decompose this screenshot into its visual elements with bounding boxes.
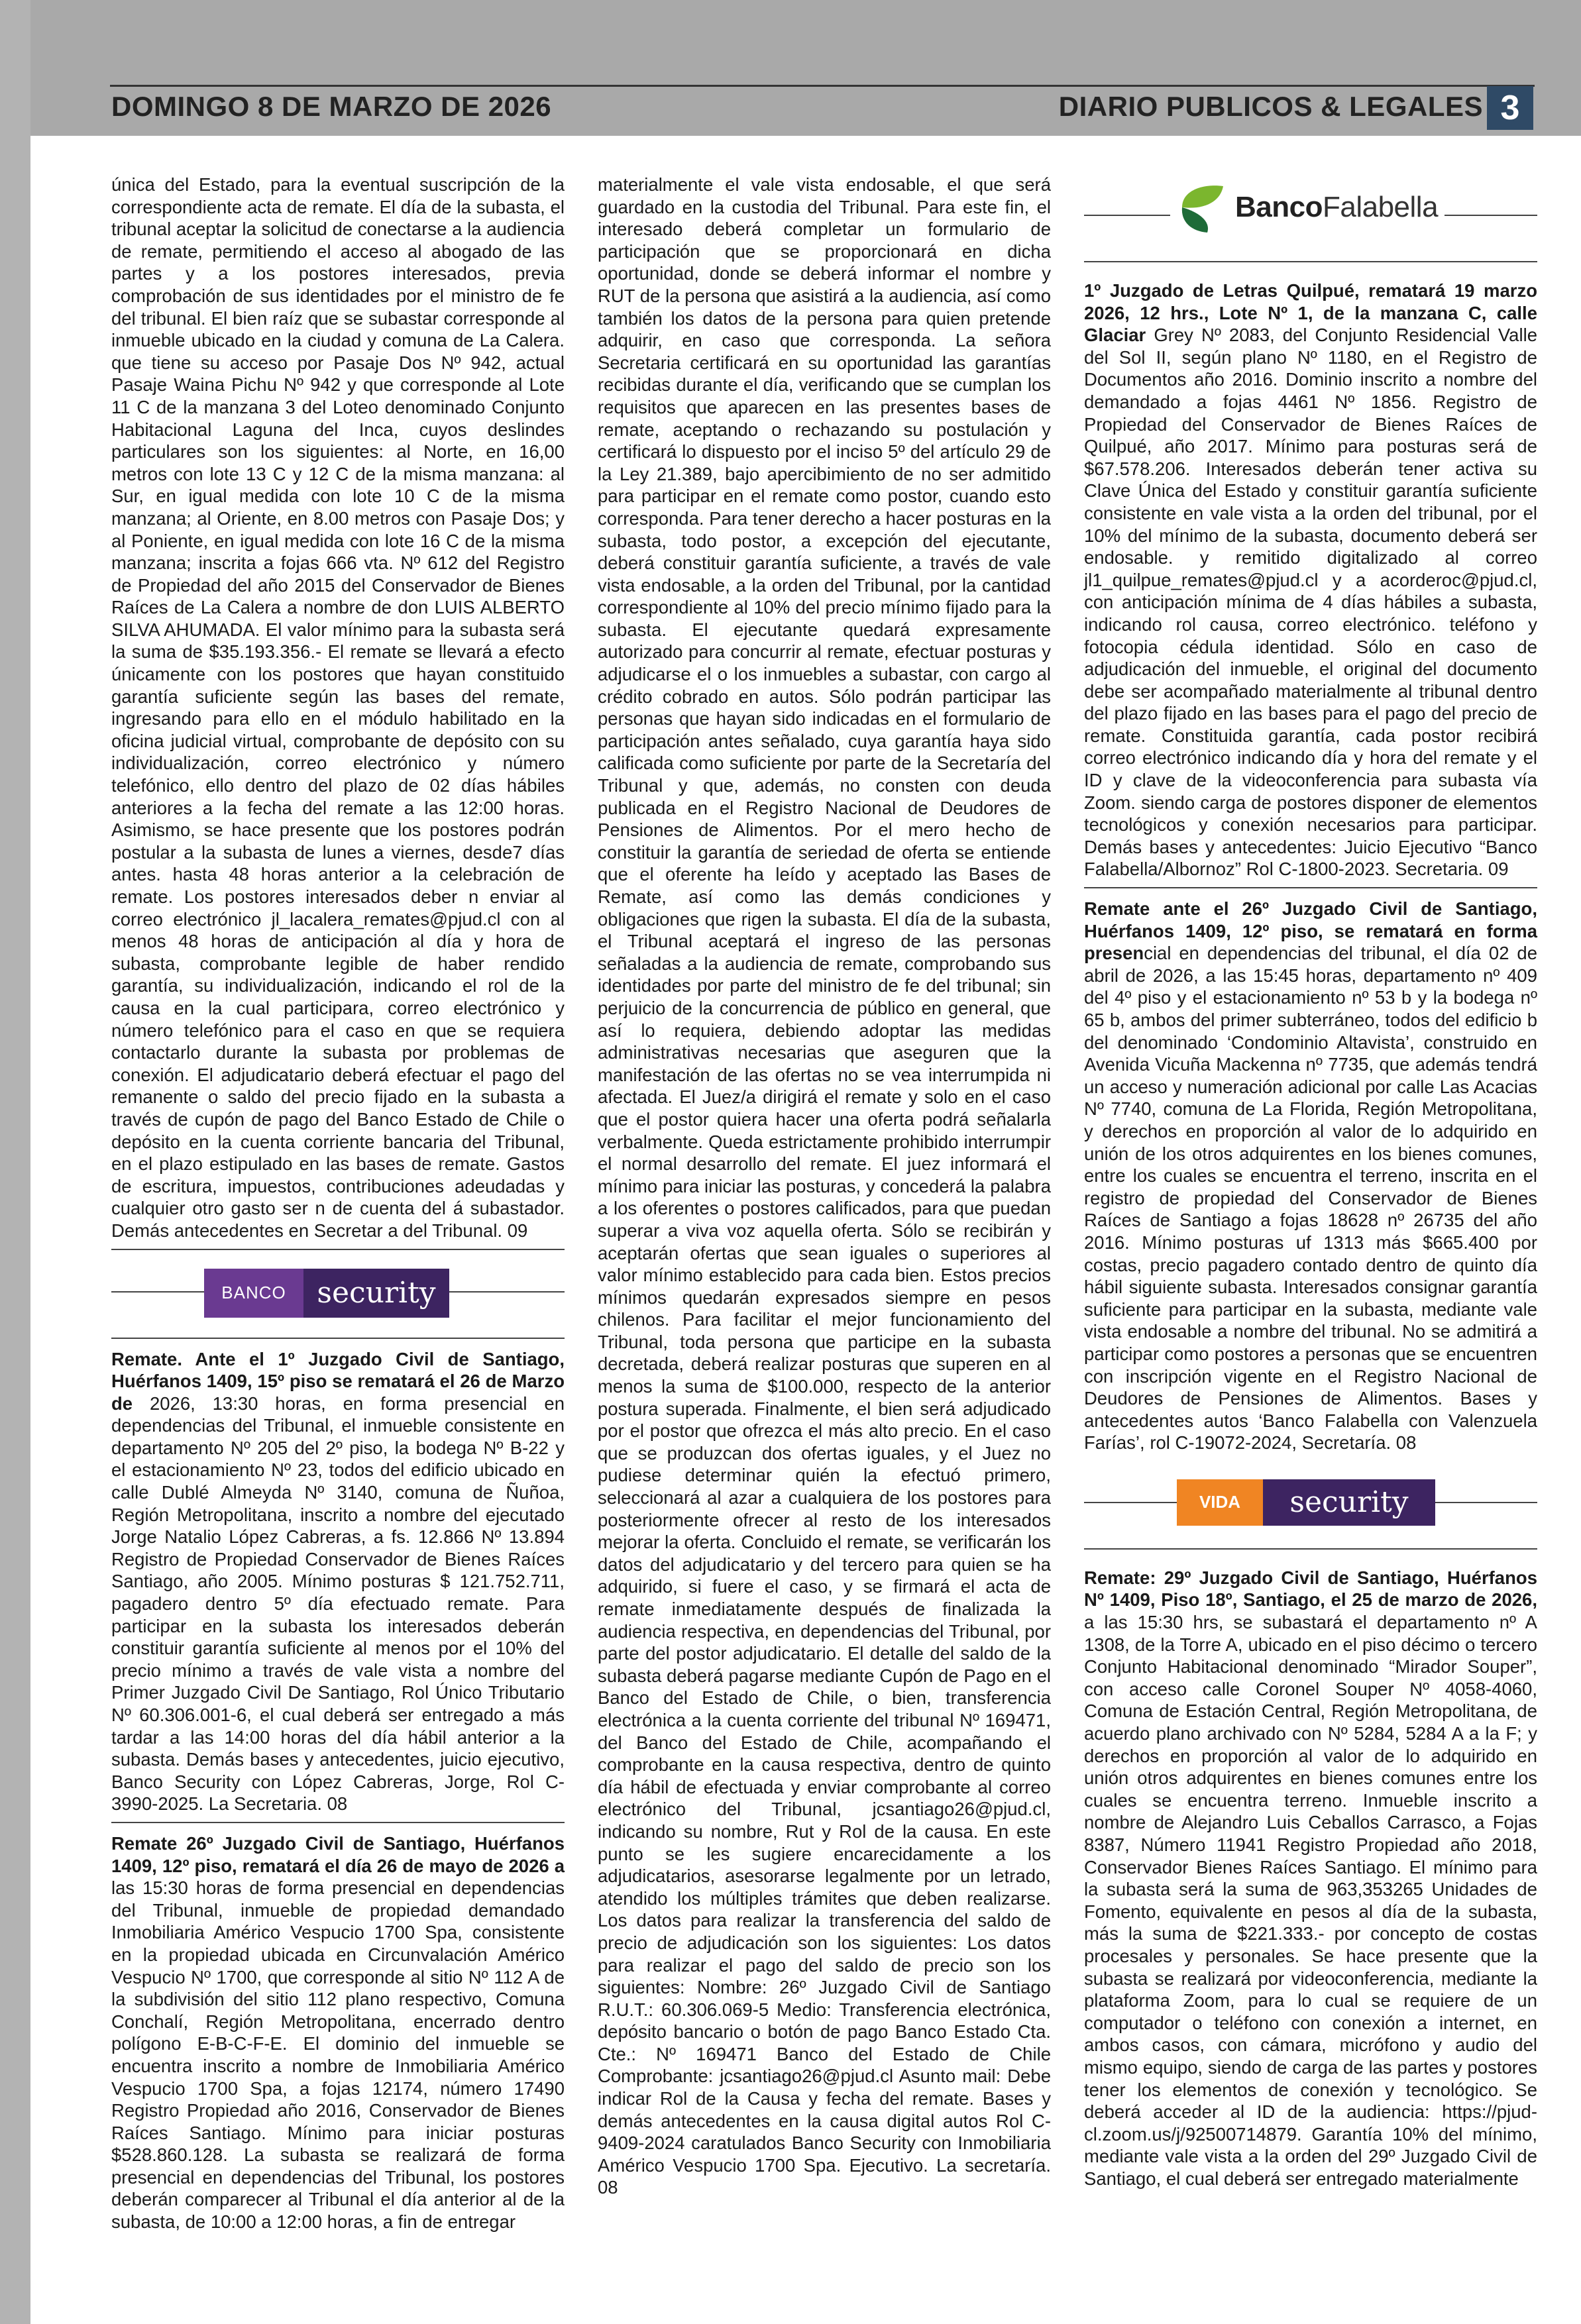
banco-falabella-banner bbox=[1084, 174, 1537, 248]
notice-4-heading: 1º Juzgado de Letras Quilpué, rematará 19 marzo 2026, 12 hrs., Lote Nº 1, de la manzana C, calle Glaciar bbox=[1084, 280, 1537, 346]
notice-1-body: única del Estado, para la eventual suscripción de la correspondiente acta de remate. El día de la subasta, el tribunal aceptar la solicitud de conectarse a la audiencia de remate, permitiendo el acceso al abogado de las partes y a los postores interesados, previa comprobación de sus identidades por el ministro de fe del tribunal. El bien raíz que se subastar corresponde al inmueble ubicado en la ciudad y comuna de La Calera. que tiene su acceso por Pasaje Dos Nº 942, actual Pasaje Waina Pichu Nº 942 y que corresponde al Lote 11 C de la manzana 3 del Loteo denominado Conjunto Habitacional Laguna del Inca, cuyos deslindes particulares son los siguientes: al Norte, en 16,00 metros con lote 13 C y 12 C de la misma manzana: al Sur, en igual medida con lote 10 C de la misma manzana; al Oriente, en 8.00 metros con Pasaje Dos; y al Poniente, en igual medida con lote 16 C de la misma manzana; inscrita a fojas 666 vta. Nº 612 del Registro de Propiedad del año 2015 del Conservador de Bienes Raíces de La Calera a nombre de don LUIS ALBERTO SILVA AHUMADA. El valor mínimo para la subasta será la suma de $35.193.356.- El remate se llevará a efecto únicamente con los postores que hayan constituido garantía suficiente según las bases del remate, ingresando para ello en el módulo habilitado en la oficina judicial virtual, comprobante de depósito con su individualización, correo electrónico y número telefónico, ello dentro del plazo de 02 días hábiles anteriores a la fecha del remate a las 12:00 horas. Asimismo, se hace presente que los postores podrán postular a la subasta de lunes a viernes, desde7 días antes. hasta 48 horas anterior a la celebración de remate. Los postores interesados deber n enviar al correo electrónico jl_lacalera_remates@pjud.cl con al menos 48 horas de anticipación al día y hora de subasta, comprobante legible de haber rendido garantía, su individualización, indicando el rol de la causa en la cual participara, correo electrónico y número telefónico para el caso en que se requiera contactarlo durante la subasta por problemas de conexión. El adjudicatario deberá efectuar el pago del remanente o saldo del precio fijado en la subasta a través de cupón de pago del Banco Estado de Chile o depósito en la cuenta corriente bancaria del Tribunal, en el plazo estipulado en las bases de remate. Gastos de escritura, impuestos, contribuciones adeudadas y cualquier otro gasto ser n de cuenta del á subastador. Demás antecedentes en Secretar a del Tribunal. 09 bbox=[111, 174, 565, 1241]
header-date: DOMINGO 8 DE MARZO DE 2026 bbox=[111, 91, 552, 122]
notice-2-body: 2026, 13:30 horas, en forma presencial en dependencias del Tribunal, el inmueble consistente en departamento Nº 205 del 2º piso, la bodega Nº B-22 y el estacionamiento Nº 23, todos del edificio ubicado en calle Dublé Almeyda Nº 3140, comuna de Ñuñoa, Región Metropolitana, inscrito a nombre del ejecutado Jorge Natalio López Cabreras, a fs. 12.866 Nº 13.894 Registro de Propiedad Conservador de Bienes Raíces Santiago, año 2005. Mínimo posturas $ 121.752.711, pagadero dentro 5º día efectuado remate. Para participar en la subasta los interesados deberán constituir garantía suficiente al menos por el 10% del precio mínimo a través de vale vista a nombre del Primer Juzgado Civil De Santiago, Rol Único Tributario Nº 60.306.001-6, el cual deberá ser entregado a más tardar a las 14:00 horas del día hábil anterior a la subasta. Demás bases y antecedentes, juicio ejecutivo, Banco Security con López Cabreras, Jorge, Rol C-3990-2025. La Secretaria. 08 bbox=[111, 1393, 565, 1815]
notice-3 bbox=[111, 1832, 565, 2233]
falabella-leaf-icon bbox=[1177, 181, 1227, 234]
divider bbox=[111, 1338, 565, 1339]
notice-3-continued: materialmente el vale vista endosable, el que será guardado en la custodia del Tribunal. Para este fin, el interesado deberá completar un formulario de participación que se proporcionará en dicha oportunidad, donde se deberá informar el nombre y RUT de la persona que asistirá a la audiencia, así como también los datos de la persona para quien pretende adquirir, en caso que corresponda. La señora Secretaria certificará en su oportunidad las garantías recibidas durante el día, verificando que se cumplan los requisitos que aparecen en las presentes bases de remate, aceptando o rechazando su postulación y certificará lo dispuesto por el inciso 5º del artículo 29 de la Ley 21.389, bajo apercibimiento de no ser admitido para participar en el remate como postor, cuando esto corresponda. Para tener derecho a hacer posturas en la subasta, todo postor, a excepción del ejecutante, deberá constituir garantía suficiente, a través de vale vista endosable, a la orden del Tribunal, por la cantidad correspondiente al 10% del precio mínimo fijado para la subasta. El ejecutante quedará expresamente autorizado para concurrir al remate, efectuar posturas y adjudicarse el o los inmuebles a subastar, con cargo al crédito cobrado en autos. Sólo podrán participar las personas que hayan sido indicadas en el formulario de participación antes señalado, cuya garantía haya sido calificada como suficiente por parte de la Secretaría del Tribunal y que, además, no consten con deuda publicada en el Registro Nacional de Deudores de Pensiones de Alimentos. Por el mero hecho de constituir la garantía de seriedad de oferta se entiende que el oferente ha leído y aceptado las Bases de Remate, así como las demás condiciones y obligaciones que rigen la subasta. El día de la subasta, el Tribunal aceptará el ingreso de las personas señaladas a la audiencia de remate, comprobando sus identidades por parte del ministro de fe del tribunal; sin perjuicio de la concurrencia de público en general, que así lo requiera, debiendo adoptar las medidas administrativas necesarias que aseguren que la manifestación de las ofertas no se vea interrumpida ni afectada. El Juez/a dirigirá el remate y solo en el caso que el postor quiera hacer una oferta podrá señalarla verbalmente. Queda estrictamente prohibido interrumpir el normal desarrollo del remate. El juez informará el mínimo para iniciar las posturas, y concederá la palabra a los oferentes o postores calificados, para que puedan superar a viva voz aquella oferta. Sólo se recibirán y aceptarán ofertas que sean iguales o superiores al valor mínimo establecido para cada bien. Estos precios mínimos quedarán expresados siempre en pesos chilenos. Para facilitar el mejor funcionamiento del Tribunal, toda persona que participe en la subasta decretada, deberá realizar posturas que superen en al menos la suma de $100.000, respecto de la anterior postura superada. Finalmente, el bien será adjudicado por el postor que ofrezca el más alto precio. En el caso que se produzcan dos ofertas iguales, y el Juez no pudiese determinar quién la efectuó primero, seleccionará al azar a cualquiera de los postores para posteriormente ofrecer al resto de los interesados mejorar la oferta. Concluido el remate, se verificarán los datos del adjudicatario y del tercero para quien se ha adquirido, si fuere el caso, y se firmará el acta de remate inmediatamente después de finalizada la audiencia respectiva, en dependencias del Tribunal, por parte del postor adjudicatario. El detalle del saldo de la subasta deberá pagarse mediante Cupón de Pago en el Banco del Estado de Chile, o bien, transferencia electrónica a la cuenta corriente del tribunal Nº 169471, del Banco del Estado de Chile, acompañando el comprobante en la causa respectiva, dentro de quinto día hábil de efectuada y enviar comprobante al correo electrónico del Tribunal, jcsantiago26@pjud.cl, indicando su nombre, Rut y Rol de la causa. En este punto se les sugiere encarecidamente a los adjudicatarios, asesorarse legalmente por un letrado, atendido los múltiples trámites que deben realizarse. Los datos para realizar la transferencia del saldo de precio de adjudicación son los siguientes: Los datos para realizar el pago del saldo de precio son los siguientes: Nombre: 26º Juzgado Civil de Santiago R.U.T.: 60.306.069-5 Medio: Transferencia electrónica, depósito bancario o botón de pago Banco Estado Cta. Cte.: Nº 169471 Banco del Estado de Chile Comprobante: jcsantiago26@pjud.cl Asunto mail: Debe indicar Rol de la Causa y fecha del remate. Bases y demás antecedentes en la causa digital autos Rol C-9409-2024 caratulados Banco Security con Inmobiliaria Américo Vespucio 1700 Spa. Ejecutivo. La secretaría. 08 bbox=[598, 174, 1051, 2198]
logo-text-security: security bbox=[303, 1269, 449, 1318]
logo-text-banco: BANCO bbox=[204, 1269, 303, 1318]
notice-6-body: a las 15:30 hrs, se subastará el departamento nº A 1308, de la Torre A, ubicado en el piso décimo o tercero Conjunto Habitacional denominado “Mirador Souper”, con acceso calle Coronel Souper Nº 4058-4060, Comuna de Estación Central, Región Metropolitana, de acuerdo plano archivado con Nº 5284, 5284 A a la F; y derechos en proporción al valor de lo adquirido en unión otros adquirentes en bienes comunes entre los cuales se encuentra terreno. Inmueble inscrito a nombre de Alejandro Luis Ceballos Carrasco, a Fojas 8387, Número 11941 Registro Propiedad año 2018, Conservador Bienes Raíces Santiago. El mínimo para la subasta será la suma de 963,353265 Unidades de Fomento, equivalente en pesos al día de la subasta, más la suma de $221.333.- por concepto de costas procesales y personales. Se hace presente que la subasta se realizará por videoconferencia, mediante la plataforma Zoom, para lo cual se requiere de un computador o teléfono con conexión a internet, en ambos casos, con cámara, micrófono y audio del mismo equipo, siendo de carga de las partes y postores tener los elementos de conexión y tecnológico. Se deberá acceder al ID de la audiencia: https://pjud-cl.zoom.us/j/92500714879. Garantía 10% del mínimo, mediante vale vista a la orden del 29º Juzgado Civil de Santiago, el cual deberá ser entregado materialmente bbox=[1084, 1612, 1537, 2189]
notice-5-body: cial en dependencias del tribunal, el día 02 de abril de 2026, a las 15:45 horas, departamento nº 409 del 4º piso y el estacionamiento nº 53 b y la bodega nº 65 b, ambos del primer subterráneo, todos del edificio b del denominado ‘Condominio Altavista’, construido en Avenida Vicuña Mackenna nº 7735, que además tendrá un acceso y numeración adicional por calle Las Acacias Nº 7740, comuna de La Florida, Región Metropolitana, y derechos en proporción al valor de lo adquirido en unión de los otros adquirentes en los bienes comunes, entre los cuales se encuentra el terreno, inscrita en el registro de propiedad del Conservador de Bienes Raíces de Santiago a fojas 18628 nº 26735 del año 2016. Mínimo posturas uf 1313 más $665.400 por costas, precio pagadero contado dentro de quinto día hábil siguiente subasta. Interesados consignar garantía suficiente para participar en la subasta, mediante vale vista endosable a nombre del tribunal. No se admitirá a participar como postores a personas que se encuentren con inscripción vigente en el Registro Nacional de Deudores de Pensiones de Alimentos. Bases y antecedentes autos ‘Banco Falabella con Valenzuela Farías’, rol C-19072-2024, Secretaría. 08 bbox=[1084, 943, 1537, 1453]
falabella-wordmark: BancoFalabella bbox=[1235, 191, 1439, 224]
vida-security-logo bbox=[1177, 1479, 1435, 1526]
divider bbox=[1084, 1548, 1537, 1550]
notice-4 bbox=[1084, 280, 1537, 880]
notice-3-body: las 15:30 horas de forma presencial en dependencias del Tribunal, inmueble de propiedad demandado Inmobiliaria Américo Vespucio 1700 Spa, consistente en la propiedad ubicada en Circunvalación Américo Vespucio Nº 1700, que corresponde al sitio Nº 112 A de la subdivisión del sitio 112 plano respectivo, Comuna Conchalí, Región Metropolitana, encerrado dentro polígono E-B-C-F-E. El dominio del inmueble se encuentra inscrito a nombre de Inmobiliaria Américo Vespucio 1700 Spa, a fojas 12174, número 17490 Registro Propiedad año 2016, Conservador de Bienes Raíces Santiago. Mínimo para iniciar posturas $528.860.128. La subasta se realizará de forma presencial en dependencias del Tribunal, los postores deberán comparecer al Tribunal el día anterior al de la subasta, de 10:00 a 12:00 horas, a fin de entregar bbox=[111, 1877, 565, 2233]
divider bbox=[1084, 887, 1537, 888]
notice-2 bbox=[111, 1348, 565, 1815]
page-header bbox=[30, 0, 1581, 136]
column-2 bbox=[598, 174, 1051, 2199]
divider bbox=[111, 1822, 565, 1823]
column-3 bbox=[1084, 174, 1537, 2190]
column-1 bbox=[111, 174, 565, 2233]
vida-security-banner bbox=[1084, 1461, 1537, 1535]
notice-6-heading: Remate: 29º Juzgado Civil de Santiago, Huérfanos Nº 1409, Piso 18º, Santiago, el 25 de marzo de 2026, bbox=[1084, 1567, 1537, 1611]
notice-2-heading: Remate. Ante el 1º Juzgado Civil de Santiago, Huérfanos 1409, 15º piso se rematará el 26 de Marzo de bbox=[111, 1348, 565, 1414]
logo-text-security: security bbox=[1263, 1479, 1435, 1526]
notice-4-body: Grey Nº 2083, del Conjunto Residencial Valle del Sol II, según plano Nº 1180, en el Registro de Documentos año 2016. Dominio inscrito a nombre del demandado a fojas 4461 Nº 1856. Registro de Propiedad del Conservador de Bienes Raíces de Quilpué, año 2017. Mínimo para posturas será de $67.578.206. Interesados deberán tener activa su Clave Única del Estado y constituir garantía suficiente consistente en vale vista a la orden del tribunal, por el 10% del mínimo de la subasta, documento deberá ser endosable. y remitido digitalizado al correo jl1_quilpue_remates@pjud.cl y a acorderoc@pjud.cl, con anticipación mínima de 4 días hábiles a subasta, indicando rol causa, correo electrónico. teléfono y fotocopia cédula identidad. Sólo en caso de adjudicación del inmueble, el original del documento debe ser acompañado materialmente al tribunal dentro del plazo fijado en las bases para el pago del precio de remate. Constituida garantía, cada postor recibirá correo electrónico indicando día y hora del remate y el ID y clave de la videoconferencia para subasta vía Zoom. siendo carga de postores disponer de elementos tecnológicos y conexión necesarios para participar. Demás bases y antecedentes: Juicio Ejecutivo “Banco Falabella/Albornoz” Rol C-1800-2023. Secretaria. 09 bbox=[1084, 325, 1537, 880]
banco-security-banner bbox=[111, 1250, 565, 1324]
notice-5-heading: Remate ante el 26º Juzgado Civil de Santiago, Huérfanos 1409, 12º piso, se rematará en forma presen bbox=[1084, 898, 1537, 964]
logo-text-vida: VIDA bbox=[1177, 1479, 1263, 1526]
divider bbox=[1084, 261, 1537, 262]
banco-falabella-logo bbox=[1170, 178, 1445, 237]
banco-security-logo bbox=[204, 1269, 449, 1318]
page-number: 3 bbox=[1487, 86, 1533, 130]
notice-5 bbox=[1084, 898, 1537, 1454]
newspaper-page bbox=[30, 0, 1581, 2324]
publication-title: DIARIO PUBLICOS & LEGALES bbox=[1058, 91, 1483, 122]
notice-6 bbox=[1084, 1567, 1537, 2190]
notice-3-heading: Remate 26º Juzgado Civil de Santiago, Huérfanos 1409, 12º piso, rematará el día 26 de mayo de 2026 a bbox=[111, 1832, 565, 1876]
header-rule bbox=[110, 85, 1535, 87]
